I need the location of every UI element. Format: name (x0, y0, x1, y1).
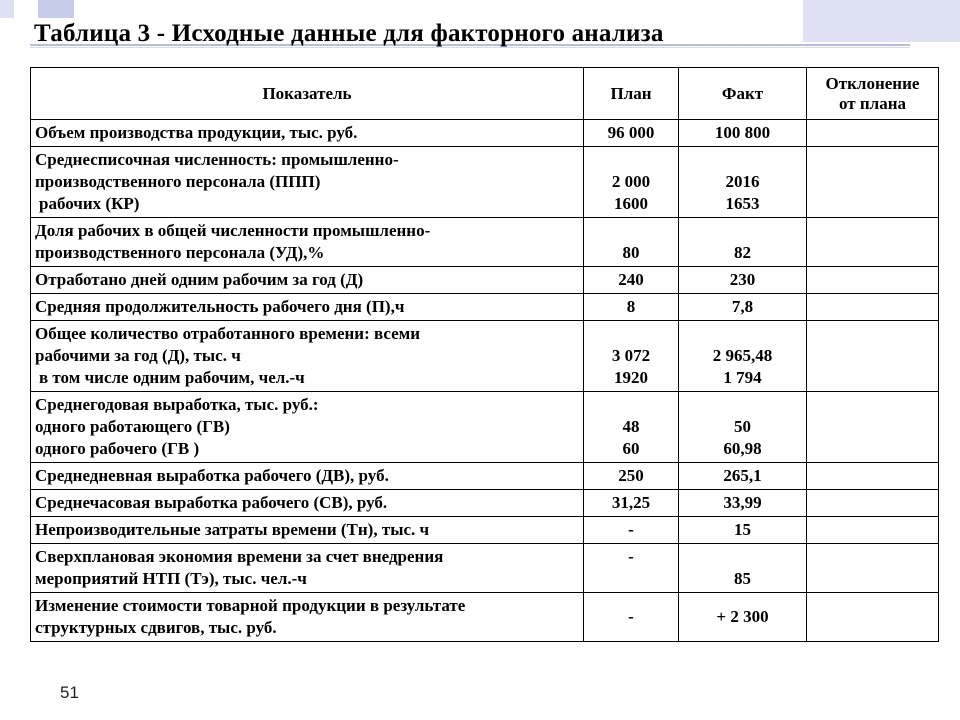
plan-cell: 31,25 (584, 490, 679, 517)
plan-cell: 8 (584, 294, 679, 321)
table-row (31, 267, 939, 294)
table-row (31, 120, 939, 147)
fact-cell: 33,99 (679, 490, 807, 517)
deviation-cell (807, 294, 939, 321)
header-deviation-line1: Отклонение (825, 73, 920, 93)
header-deviation-line2: от плана (838, 93, 906, 113)
plan-cell: 80 (584, 218, 679, 267)
fact-cell: 85 (679, 544, 807, 593)
fact-cell: 7,8 (679, 294, 807, 321)
deviation-cell (807, 120, 939, 147)
row-label: Изменение стоимости товарной продукции в результате структурных сдвигов, тыс. руб. (31, 593, 584, 642)
table-row (31, 517, 939, 544)
table-row (31, 321, 939, 392)
header-fact: Факт (679, 68, 807, 120)
header-plan: План (584, 68, 679, 120)
table-header-row (31, 68, 939, 120)
table-row (31, 593, 939, 642)
corner-decoration-left (0, 0, 14, 18)
deviation-cell (807, 392, 939, 463)
table-row (31, 218, 939, 267)
row-label: Среднедневная выработка рабочего (ДВ), руб. (31, 463, 584, 490)
plan-cell: 240 (584, 267, 679, 294)
row-label: Отработано дней одним рабочим за год (Д) (31, 267, 584, 294)
page-title: Таблица 3 - Исходные данные для факторного анализа (34, 20, 664, 47)
plan-cell: - (584, 517, 679, 544)
table-row (31, 544, 939, 593)
header-deviation (807, 68, 939, 120)
row-label: Среднесписочная численность: промышленно- производственного персонала (ППП) рабочих (КР) (31, 147, 584, 218)
row-label: Сверхплановая экономия времени за счет внедрения мероприятий НТП (Тэ), тыс. чел.-ч (31, 544, 584, 593)
fact-cell: + 2 300 (679, 593, 807, 642)
plan-cell: 2 000 1600 (584, 147, 679, 218)
row-label: Средняя продолжительность рабочего дня (П),ч (31, 294, 584, 321)
fact-cell: 100 800 (679, 120, 807, 147)
deviation-cell (807, 267, 939, 294)
row-label: Непроизводительные затраты времени (Тн), тыс. ч (31, 517, 584, 544)
fact-cell: 50 60,98 (679, 392, 807, 463)
table-row (31, 294, 939, 321)
table-row (31, 490, 939, 517)
fact-cell: 15 (679, 517, 807, 544)
row-label: Общее количество отработанного времени: всеми рабочими за год (Д), тыс. ч в том числе одним рабочим, чел.-ч (31, 321, 584, 392)
row-label: Среднечасовая выработка рабочего (СВ), руб. (31, 490, 584, 517)
corner-decoration-right (803, 0, 960, 42)
header-indicator: Показатель (31, 68, 584, 120)
corner-decoration-block (38, 0, 74, 18)
plan-cell: 48 60 (584, 392, 679, 463)
fact-cell: 265,1 (679, 463, 807, 490)
table-row (31, 392, 939, 463)
deviation-cell (807, 544, 939, 593)
plan-cell: 250 (584, 463, 679, 490)
page-number: 51 (60, 683, 79, 702)
row-label: Объем производства продукции, тыс. руб. (31, 120, 584, 147)
deviation-cell (807, 321, 939, 392)
deviation-cell (807, 218, 939, 267)
plan-cell: 96 000 (584, 120, 679, 147)
deviation-cell (807, 490, 939, 517)
plan-cell: 3 072 1920 (584, 321, 679, 392)
table-row (31, 147, 939, 218)
row-label: Среднегодовая выработка, тыс. руб.: одного работающего (ГВ) одного рабочего (ГВ ) (31, 392, 584, 463)
plan-cell: - (584, 593, 679, 642)
fact-cell: 82 (679, 218, 807, 267)
table-row (31, 463, 939, 490)
deviation-cell (807, 463, 939, 490)
fact-cell: 2016 1653 (679, 147, 807, 218)
deviation-cell (807, 517, 939, 544)
fact-cell: 2 965,48 1 794 (679, 321, 807, 392)
fact-cell: 230 (679, 267, 807, 294)
factor-analysis-table (30, 67, 939, 642)
row-label: Доля рабочих в общей численности промышленно- производственного персонала (УД),% (31, 218, 584, 267)
deviation-cell (807, 593, 939, 642)
plan-cell: - (584, 544, 679, 593)
deviation-cell (807, 147, 939, 218)
